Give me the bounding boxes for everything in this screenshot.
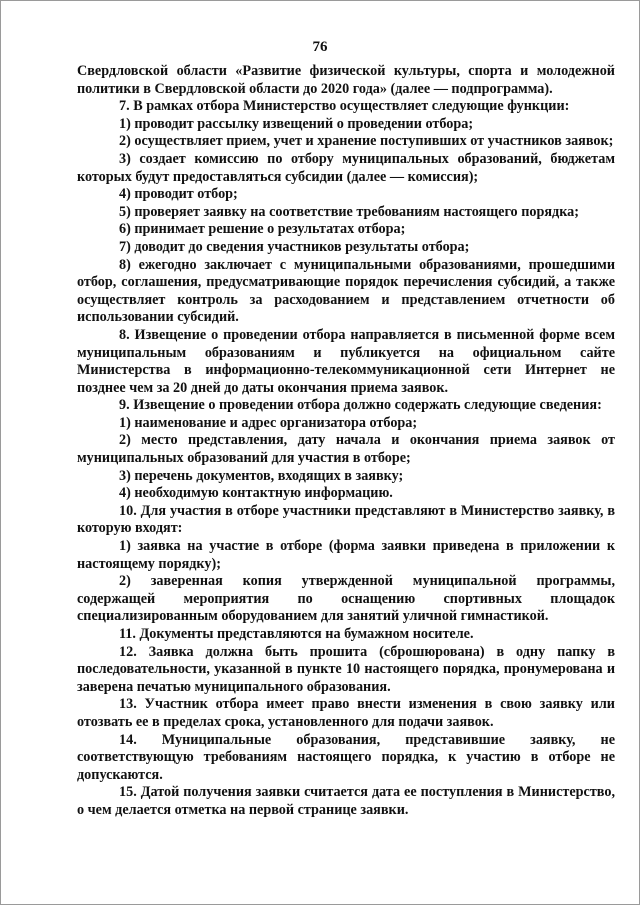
paragraph-clause-10-item-1: 1) заявка на участие в отборе (форма заявки приведена в приложении к настоящему порядку); xyxy=(77,538,615,572)
paragraph-clause-7: 7. В рамках отбора Министерство осуществляет следующие функции: xyxy=(119,98,570,115)
paragraph-clause-7-item-1: 1) проводит рассылку извещений о проведении отбора; xyxy=(119,115,474,132)
paragraph-clause-9: 9. Извещение о проведении отбора должно содержать следующие сведения: xyxy=(119,397,602,414)
paragraph-clause-9-item-1: 1) наименование и адрес организатора отбора; xyxy=(119,414,418,431)
document-body xyxy=(77,63,615,820)
paragraph-clause-7-item-5: 5) проверяет заявку на соответствие требованиям настоящего порядка; xyxy=(119,203,579,220)
paragraph-clause-9-item-4: 4) необходимую контактную информацию. xyxy=(119,485,393,502)
paragraph-clause-13: 13. Участник отбора имеет право внести изменения в свою заявку или отозвать ее в пределах срока, установленного для подачи заявок. xyxy=(77,696,615,730)
paragraph-clause-7-item-6: 6) принимает решение о результатах отбора; xyxy=(119,221,406,238)
paragraph-continuation: Свердловской области «Развитие физической культуры, спорта и молодежной политики в Свердловской области до 2020 года» (далее — подпрограмма). xyxy=(77,63,615,97)
paragraph-clause-14: 14. Муниципальные образования, представившие заявку, не соответствующую требованиям настоящего порядка, к участию в отборе не допускаются. xyxy=(77,731,615,783)
paragraph-clause-12: 12. Заявка должна быть прошита (сброшюрована) в одну папку в последовательности, указанной в пункте 10 настоящего порядка, пронумерована и заверена печатью муниципального образования. xyxy=(77,643,615,695)
paragraph-clause-11: 11. Документы представляются на бумажном носителе. xyxy=(119,626,474,642)
paragraph-clause-10-item-2: 2) заверенная копия утвержденной муниципальной программы, содержащей мероприятия по оснащению спортивных площадок специализированным оборудованием для занятий уличной гимнастикой. xyxy=(77,573,615,625)
page-number: 76 xyxy=(312,39,328,55)
paragraph-clause-7-item-8: 8) ежегодно заключает с муниципальными образованиями, прошедшими отбор, соглашения, предусматривающие порядок перечисления субсидий, а также осуществляет контроль за расходованием и представлением отчетности об использовании субсидий. xyxy=(77,256,615,326)
paragraph-clause-7-item-7: 7) доводит до сведения участников результаты отбора; xyxy=(119,238,470,255)
paragraph-clause-9-item-3: 3) перечень документов, входящих в заявку; xyxy=(119,467,404,484)
paragraph-clause-10: 10. Для участия в отборе участники представляют в Министерство заявку, в которую входят: xyxy=(77,502,615,537)
paragraph-clause-15: 15. Датой получения заявки считается дата ее поступления в Министерство, о чем делается отметка на первой странице заявки. xyxy=(77,784,615,818)
paragraph-clause-7-item-3: 3) создает комиссию по отбору муниципальных образований, бюджетам которых будут предоставляться субсидии (далее — комиссия); xyxy=(77,150,615,185)
paragraph-clause-9-item-2: 2) место представления, дату начала и окончания приема заявок от муниципальных образований для участия в отборе; xyxy=(77,432,615,467)
paragraph-clause-7-item-4: 4) проводит отбор; xyxy=(119,186,238,203)
paragraph-clause-7-item-2: 2) осуществляет прием, учет и хранение поступивших от участников заявок; xyxy=(119,133,614,150)
paragraph-clause-8: 8. Извещение о проведении отбора направляется в письменной форме всем муниципальным образованиям и публикуется на официальном сайте Министерства в информационно-телекоммуникационной сети Интернет не позднее чем за 20 дней до даты окончания приема заявок. xyxy=(77,326,615,396)
